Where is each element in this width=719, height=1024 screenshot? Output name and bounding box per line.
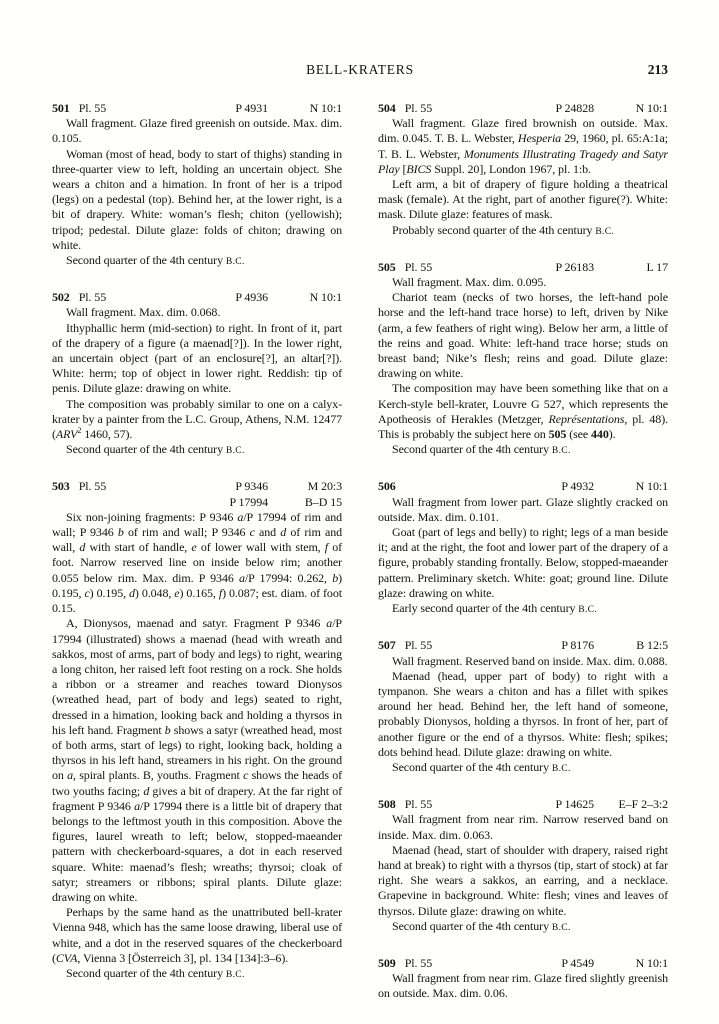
text-run: a xyxy=(237,509,244,524)
text-run: Wall fragment. Glaze fired brownish on outside. Max. dim. 0.045. T. B. L. Webster, xyxy=(378,116,668,146)
entry-number: 502 xyxy=(52,290,70,305)
inventory-ref-line xyxy=(432,956,668,971)
text-run: Second quarter of the 4th century xyxy=(392,442,552,457)
inventory-number: P 14625 xyxy=(555,797,594,812)
text-run: Perhaps by the same hand as the unattributed bell-krater Vienna 948, which has the same loose drawing, liberal use of white, and a dot in the reserved squares of the checkerboard ( xyxy=(52,905,342,965)
running-title: BELL-KRATERS xyxy=(306,62,414,77)
text-run: a xyxy=(67,768,74,783)
entry-plate-reference: Pl. 55 xyxy=(404,101,433,115)
inventory-ref-line xyxy=(106,479,342,494)
text-run: with start of handle, xyxy=(85,540,192,555)
text-run: ) 0.165, xyxy=(179,585,219,600)
entry-inventory-refs xyxy=(432,638,668,653)
text-run: gives a bit of drapery. At the far right of fragment P 9346 xyxy=(52,783,343,813)
inventory-ref-line xyxy=(405,479,668,494)
entry-body xyxy=(378,971,668,1001)
text-run: /P 17994 (illustrated) shows a maenad (head with wreath and sakkos, most of arms, part of body and legs) to right, wearing a long chiton, her raised left foot resting on a rock. She holds a ribbon or a streamer and reaches toward Dionysos (wreathed head, part of body and legs) seated to right, dressed in a himation, looking back and holding a thyrsos in his left hand. Fragment xyxy=(52,616,342,737)
catalog-entry xyxy=(378,260,668,459)
entry-header xyxy=(52,290,342,305)
text-run: ARV xyxy=(55,427,78,442)
text-run: b xyxy=(117,525,124,540)
catalog-entry xyxy=(378,797,668,935)
entry-inventory-refs xyxy=(432,260,668,275)
text-run: Probably second quarter of the 4th century xyxy=(392,222,596,237)
entry-header xyxy=(378,797,668,812)
entry-plate-reference: Pl. 55 xyxy=(404,955,433,970)
entry-paragraph xyxy=(52,253,342,269)
text-run: 2 xyxy=(77,426,82,436)
entry-plate-reference: Pl. 55 xyxy=(78,479,107,494)
text-run: Woman (most of head, body to start of thighs) standing in three-quarter view to left, holding an uncertain object. She wears a chiton and a himation. In front of her is a tripod (legs) on a pedestal (top). Behind her, at the lower right, is a bit of drapery. White: woman’s flesh; chiton (yellowish); tripod; pedestal. Dilute glaze: folds of chiton; drawing on white. xyxy=(52,146,342,252)
entry-paragraph xyxy=(378,601,668,617)
grid-reference: B 12:5 xyxy=(636,638,668,653)
text-run: 505 xyxy=(548,427,567,442)
entry-number: 501 xyxy=(52,101,70,115)
inventory-ref-line xyxy=(432,101,668,116)
entry-header xyxy=(378,479,668,494)
text-run: B.C. xyxy=(551,921,571,933)
text-run: Wall fragment from lower part. Glaze slightly cracked on outside. Max. dim. 0.101. xyxy=(378,494,668,524)
text-run: c xyxy=(243,768,249,783)
text-run: , pl. 48). This is probably the subject here on xyxy=(378,411,668,442)
column-left xyxy=(52,101,342,1023)
entry-paragraph xyxy=(378,669,668,760)
entry-number: 504 xyxy=(378,101,396,115)
inventory-number: P 4931 xyxy=(235,101,268,115)
text-run: Chariot team (necks of two horses, the left-hand pole horse and the left-hand trace horse) to left, driven by Nike (arm, a few feathers of right wing). Below her arm, a little of the reins and goad. White: left-hand trace horse; studs on breast band; Nike’s flesh; reins and goad. Dilute glaze: drawing on white. xyxy=(378,290,668,381)
entry-body xyxy=(52,305,342,458)
inventory-number: P 4936 xyxy=(235,290,268,305)
text-run: , spiral plants. B, youths. Fragment xyxy=(73,768,244,783)
entry-inventory-refs xyxy=(106,101,342,116)
entry-body xyxy=(378,116,668,239)
entry-inventory-refs xyxy=(106,290,342,305)
entry-inventory-refs xyxy=(432,956,668,971)
entry-paragraph xyxy=(378,442,668,458)
grid-reference: M 20:3 xyxy=(307,479,342,494)
entry-paragraph xyxy=(52,905,342,966)
text-run: /P 17994 there is a little bit of drapery that belongs to the leftmost youth in this composition. Above the figures, laurel wreath to left; below, stopped-maeander pattern with checkerboard-squares, a dot in each reserved square. White: maenad’s flesh; wreaths; thyrsoi; cloak of satyr; streamers or ribbons; spiral plants. Dilute glaze: drawing on white. xyxy=(52,798,342,904)
inventory-number: P 8176 xyxy=(561,638,594,653)
grid-reference: N 10:1 xyxy=(309,101,342,115)
text-run: A, Dionysos, maenad and satyr. Fragment P 9346 xyxy=(66,616,327,631)
entry-paragraph xyxy=(378,381,668,442)
grid-reference: N 10:1 xyxy=(635,479,668,494)
text-run: of rim and wall; P 9346 xyxy=(123,525,250,540)
text-run: /P 17994 of rim and wall; P 9346 xyxy=(52,509,342,540)
entry-paragraph xyxy=(378,495,668,525)
text-run: d xyxy=(129,585,135,600)
text-run: a xyxy=(239,570,245,585)
text-run: The composition was probably similar to one on a calyx-krater by a painter from the L.C. Group, Athens, N.M. 12477 ( xyxy=(52,396,342,442)
text-run: B.C. xyxy=(225,256,245,268)
text-run: d xyxy=(79,540,86,555)
entry-inventory-refs xyxy=(432,797,668,812)
text-run: 29, 1960, pl. 65:A:1a; T. B. L. Webster, xyxy=(378,131,669,161)
text-run: ) 0.087; est. diam. of foot 0.15. xyxy=(52,585,342,616)
entry-number: 508 xyxy=(378,797,396,812)
entry-body xyxy=(52,510,342,982)
text-run: b xyxy=(164,722,171,737)
inventory-number: P 4549 xyxy=(561,955,594,970)
entry-body xyxy=(378,495,668,618)
inventory-ref-line xyxy=(432,797,668,812)
text-run: Wall fragment from near rim. Narrow reserved band on inside. Max. dim. 0.063. xyxy=(378,812,668,842)
entry-header xyxy=(378,260,668,275)
catalog-entry xyxy=(378,956,668,1002)
text-run: of rim and wall, xyxy=(52,525,342,555)
entry-header xyxy=(52,479,342,509)
column-right xyxy=(378,101,668,1023)
text-run: ). xyxy=(608,427,616,442)
text-run: c xyxy=(84,585,90,600)
text-run: and xyxy=(254,525,281,540)
entry-paragraph xyxy=(378,177,668,223)
inventory-number: P 4932 xyxy=(561,479,594,494)
grid-reference: N 10:1 xyxy=(635,955,668,970)
grid-reference: N 10:1 xyxy=(309,290,342,305)
inventory-ref-line xyxy=(432,638,668,653)
text-run: B.C. xyxy=(225,968,245,980)
entry-plate-reference: Pl. 55 xyxy=(78,101,107,115)
page-header xyxy=(52,62,668,78)
text-run: b xyxy=(332,570,339,585)
entry-paragraph xyxy=(52,397,342,443)
entry-plate-reference: Pl. 55 xyxy=(404,638,433,653)
text-run: Second quarter of the 4th century xyxy=(66,442,226,457)
text-run: a xyxy=(134,798,140,813)
entry-paragraph xyxy=(378,525,668,601)
text-run: Second quarter of the 4th century xyxy=(66,965,226,980)
entry-paragraph xyxy=(52,147,342,253)
text-run: The composition may have been something like that on a Kerch-style bell-krater, Louvre G 527, which represents the Apotheosis of Herakles (Metzger, xyxy=(378,381,668,426)
inventory-ref-line xyxy=(106,290,342,305)
text-run: Wall fragment from near rim. Glaze fired slightly greenish on outside. Max. dim. 0.06. xyxy=(378,971,668,1001)
entry-number: 509 xyxy=(378,955,396,970)
text-run: Second quarter of the 4th century xyxy=(66,253,226,268)
grid-reference: N 10:1 xyxy=(635,101,668,115)
text-run: Six non-joining fragments: P 9346 xyxy=(66,509,238,524)
entry-paragraph xyxy=(378,116,668,177)
text-run: , Vienna 3 [Österreich 3], pl. 134 [134]:3–6). xyxy=(77,950,289,965)
entry-paragraph xyxy=(378,223,668,239)
inventory-ref-line xyxy=(432,260,668,275)
text-run: e xyxy=(191,540,197,555)
entry-paragraph xyxy=(378,760,668,776)
text-run: e xyxy=(174,585,180,600)
entry-header xyxy=(378,956,668,971)
text-run: Second quarter of the 4th century xyxy=(392,918,552,933)
text-run: Maenad (head, start of shoulder with drapery, raised right hand at break) to right with a thyrsos (tip, start of stock) at far right. She wears a sakkos, an earring, and a necklace. Grapevine in background. White: flesh; vines and leaves of thyrsos. Dilute glaze: drawing on white. xyxy=(378,842,668,918)
entry-plate-reference: Pl. 55 xyxy=(404,259,433,274)
entry-header xyxy=(52,101,342,116)
grid-reference: B–D 15 xyxy=(304,494,342,509)
text-run: Wall fragment. Max. dim. 0.095. xyxy=(392,275,547,290)
catalog-entry xyxy=(52,479,342,982)
text-run: shows a satyr (wreathed head, most of both arms, start of legs) to right, looking back, holding a thyrsos in his left hand, streamers in his right. On the ground on xyxy=(52,722,342,783)
catalog-entry xyxy=(378,479,668,617)
text-run: c xyxy=(249,525,255,540)
catalog-entry xyxy=(52,290,342,458)
entry-inventory-refs xyxy=(432,101,668,116)
text-run: d xyxy=(280,525,287,540)
grid-reference: E–F 2–3:2 xyxy=(618,797,668,812)
text-run: Suppl. 20], London 1967, pl. 1:b. xyxy=(431,161,591,176)
text-run: B.C. xyxy=(225,445,245,457)
entry-paragraph xyxy=(52,616,342,905)
inventory-number: P 24828 xyxy=(555,101,594,115)
text-run: of foot. Narrow reserved line on inside below rim; another 0.055 below rim. Max. dim. P 9346 xyxy=(52,540,342,585)
entry-number: 507 xyxy=(378,638,396,653)
text-run: (see xyxy=(566,427,592,442)
entry-number: 506 xyxy=(378,479,396,494)
text-columns xyxy=(52,101,668,1023)
entry-number: 503 xyxy=(52,479,70,494)
text-run: ) 0.195, xyxy=(52,570,342,600)
text-run: CVA xyxy=(55,950,78,965)
text-run: Wall fragment. Reserved band on inside. Max. dim. 0.088. xyxy=(392,653,668,668)
text-run: a xyxy=(326,616,333,631)
text-run: Wall fragment. Glaze fired greenish on outside. Max. dim. 0.105. xyxy=(52,116,342,146)
entry-paragraph xyxy=(378,971,668,1001)
entry-paragraph xyxy=(52,305,342,320)
entry-paragraph xyxy=(378,275,668,290)
text-run: BICS xyxy=(406,161,432,176)
text-run: [ xyxy=(399,161,407,176)
entry-inventory-refs xyxy=(106,479,342,509)
entry-header xyxy=(378,101,668,116)
entry-body xyxy=(378,812,668,935)
inventory-ref-line xyxy=(106,101,342,116)
inventory-number: P 9346 xyxy=(235,479,268,494)
text-run: Early second quarter of the 4th century xyxy=(392,601,579,616)
text-run: d xyxy=(143,783,150,798)
catalog-entry xyxy=(378,101,668,239)
entry-body xyxy=(378,275,668,458)
text-run: Hesperia xyxy=(517,131,562,146)
page-number: 213 xyxy=(647,62,668,77)
text-run: B.C. xyxy=(551,445,571,457)
inventory-ref-line xyxy=(106,495,342,510)
text-run: Wall fragment. Max. dim. 0.068. xyxy=(66,305,221,320)
text-run: Goat (part of legs and belly) to right; legs of a man beside it; and at the right, the foot and lower part of the drapery of a figure, probably standing frontally. Below, stopped-maeander pattern. Preliminary sketch. White: goat; ground line. Dilute glaze: drawing on white. xyxy=(378,525,668,600)
inventory-number: P 26183 xyxy=(555,259,594,274)
text-run: Second quarter of the 4th century xyxy=(392,759,552,774)
text-run: Monuments Illustrating Tragedy and Satyr Play xyxy=(378,146,668,176)
text-run: of lower wall with stem, xyxy=(196,540,325,555)
entry-paragraph xyxy=(378,290,668,381)
grid-reference: L 17 xyxy=(646,259,668,274)
text-run: B.C. xyxy=(595,225,615,237)
entry-paragraph xyxy=(52,510,342,616)
entry-inventory-refs xyxy=(405,479,668,494)
text-run: shows the heads of two youths facing; xyxy=(52,768,342,798)
text-run: /P 17994: 0.262, xyxy=(244,570,333,585)
entry-paragraph xyxy=(378,654,668,669)
text-run: B.C. xyxy=(578,604,598,616)
entry-paragraph xyxy=(52,321,342,397)
entry-plate-reference: Pl. 55 xyxy=(404,797,433,812)
entry-paragraph xyxy=(378,843,668,919)
entry-paragraph xyxy=(378,919,668,935)
inventory-number: P 17994 xyxy=(229,494,268,509)
text-run: B.C. xyxy=(551,762,571,774)
text-run: ) 0.195, xyxy=(89,585,130,600)
text-run: Maenad (head, upper part of body) to right with a tympanon. She wears a chiton and has a fillet with spikes around her head. Behind her, the left hand of someone, probably Dionysos, holding a thyrsos. In front of her, part of another figure or the end of a thyrsos. White: flesh; spikes; dots behind head. Dilute glaze: drawing on white. xyxy=(378,668,668,759)
entry-paragraph xyxy=(378,812,668,842)
text-run: 1460, 57). xyxy=(81,427,133,442)
entry-paragraph xyxy=(52,442,342,458)
text-run: Ithyphallic herm (mid-section) to right. In front of it, part of the drapery of a figure (a maenad[?]). In the lower right, an uncertain object (part of an enclosure[?], an altar[?]). White: herm; top of object in lower right. Reddish: tip of penis. Dilute glaze: drawing on white. xyxy=(52,320,342,396)
catalog-entry xyxy=(52,101,342,269)
entry-header xyxy=(378,638,668,653)
text-run: Représentations xyxy=(548,411,625,426)
entry-paragraph xyxy=(52,966,342,982)
text-run: Left arm, a bit of drapery of figure holding a theatrical mask (female). At the right, part of another figure(?). White: mask. Dilute glaze: features of mask. xyxy=(378,177,668,222)
text-run: f xyxy=(218,585,223,600)
entry-body xyxy=(52,116,342,269)
entry-paragraph xyxy=(52,116,342,146)
text-run: f xyxy=(324,540,328,555)
text-run: 440 xyxy=(591,427,609,442)
entry-number: 505 xyxy=(378,259,396,274)
entry-plate-reference: Pl. 55 xyxy=(78,290,107,305)
entry-body xyxy=(378,654,668,777)
text-run: ) 0.048, xyxy=(134,585,175,600)
catalog-entry xyxy=(378,638,668,776)
